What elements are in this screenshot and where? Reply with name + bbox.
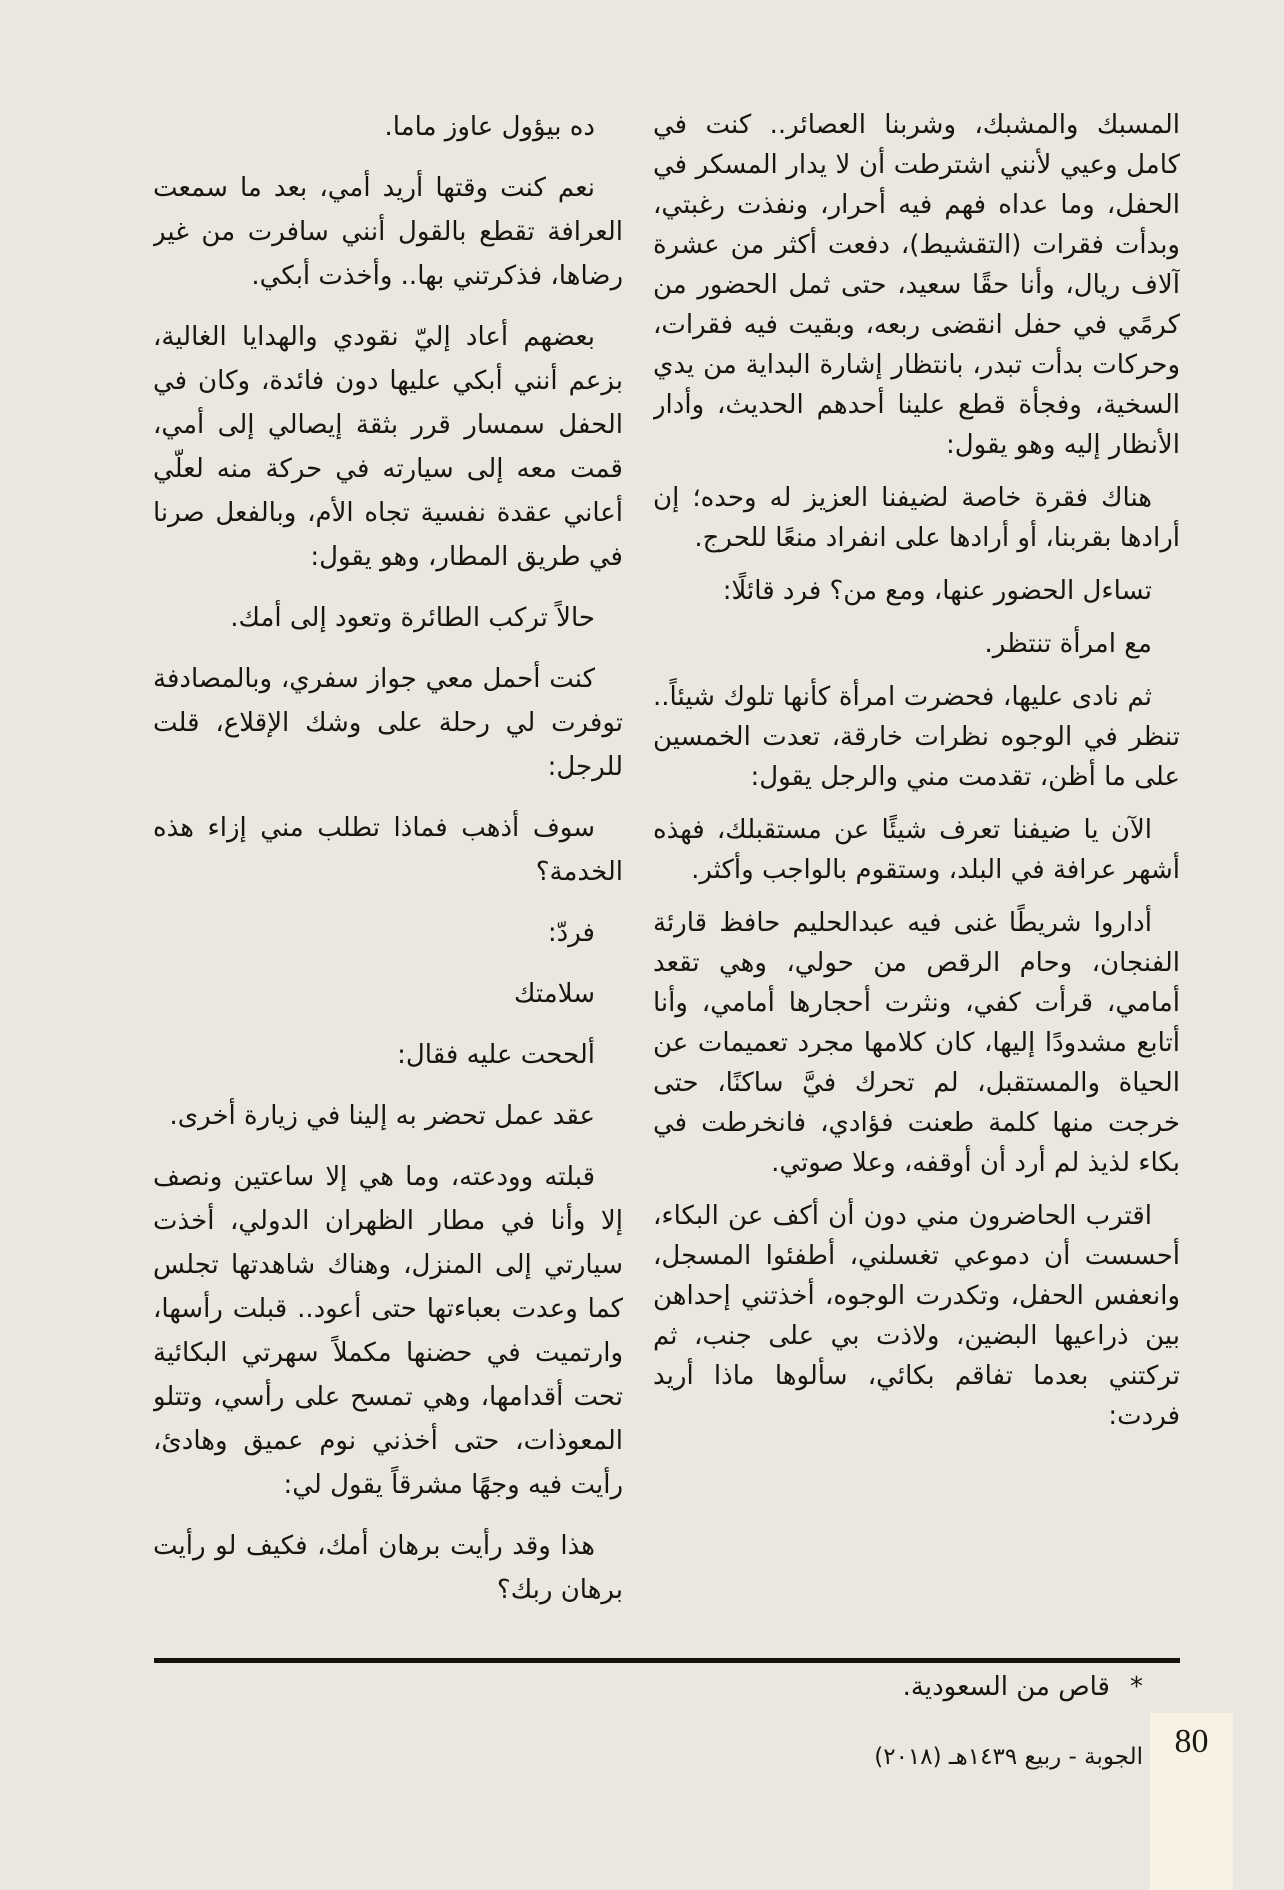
footnote xyxy=(903,1672,1143,1702)
text-column-right xyxy=(653,105,1180,1655)
paragraph: بعضهم أعاد إليّ نقودي والهدايا الغالية، بزعم أنني أبكي عليها دون فائدة، وكان في الحفل سمسار قرر بثقة إيصالي إلى أمي، قمت معه إلى سيارته في حركة منه لعلّي أعاني عقدة نفسية تجاه الأم، وبالفعل صرنا في طريق المطار، وهو يقول: xyxy=(153,322,623,572)
page-number-badge xyxy=(1150,1713,1233,1890)
paragraph: عقد عمل تحضر به إلينا في زيارة أخرى. xyxy=(169,1101,595,1131)
paragraph: ده بيؤول عاوز ماما. xyxy=(384,112,595,142)
footnote-separator xyxy=(154,1658,1180,1663)
paragraph: الآن يا ضيفنا تعرف شيئًا عن مستقبلك، فهذه أشهر عرافة في البلد، وستقوم بالواجب وأكثر. xyxy=(653,815,1180,885)
footnote-marker: * xyxy=(1130,1672,1143,1702)
paragraph: اقترب الحاضرون مني دون أن أكف عن البكاء، أحسست أن دموعي تغسلني، أطفئوا المسجل، وانعفس الحفل، وتكدرت الوجوه، أخذتني إحداهن بين ذراعيها البضين، ولاذت بي على جنب، ثم تركتني بعدما تفاقم بكائي، سألوها ماذا أريد فردت: xyxy=(653,1201,1180,1431)
paragraph: هذا وقد رأيت برهان أمك، فكيف لو رأيت برهان ربك؟ xyxy=(153,1531,623,1605)
journal-footer: الجوبة - ربيع ١٤٣٩هـ (٢٠١٨) xyxy=(874,1744,1143,1770)
paragraph: أداروا شريطًا غنى فيه عبدالحليم حافظ قارئة الفنجان، وحام الرقص من حولي، وهي تقعد أمامي، قرأت كفي، ونثرت أحجارها أمامي، وأنا أتابع مشدودًا إليها، كان كلامها مجرد تعميمات عن الحياة والمستقبل، لم تحرك فيَّ ساكنًا، حتى خرجت منها كلمة طعنت فؤادي، فانخرطت في بكاء لذيذ لم أرد أن أوقفه، وعلا صوتي. xyxy=(653,908,1180,1178)
paragraph: كنت أحمل معي جواز سفري، وبالمصادفة توفرت لي رحلة على وشك الإقلاع، قلت للرجل: xyxy=(153,664,623,782)
page-number: 80 xyxy=(1174,1723,1209,1760)
paragraph: تساءل الحضور عنها، ومع من؟ فرد قائلًا: xyxy=(722,576,1152,606)
paragraph: المسبك والمشبك، وشربنا العصائر.. كنت في كامل وعيي لأنني اشترطت أن لا يدار المسكر في الحفل، وما عداه فهم فيه أحرار، ونفذت رغبتي، وبدأت فقرات (التقشيط)، دفعت أكثر من عشرة آلاف ريال، وأنا حقًا سعيد، حتى ثمل الحضور من كرمًي في حفل انقضى ربعه، وبقيت فيه فقرات، وحركات بدأت تبدر، بانتظار إشارة البداية من يدي السخية، وفجأة قطع علينا أحدهم الحديث، وأدار الأنظار إليه وهو يقول: xyxy=(653,110,1180,460)
paragraph: فردّ: xyxy=(547,918,595,948)
footnote-text: قاص من السعودية. xyxy=(902,1672,1110,1702)
paragraph: سلامتك xyxy=(514,979,595,1009)
paragraph: مع امرأة تنتظر. xyxy=(984,629,1152,659)
paragraph: هناك فقرة خاصة لضيفنا العزيز له وحده؛ إن أرادها بقربنا، أو أرادها على انفراد منعًا للحرج. xyxy=(653,483,1180,553)
paragraph: ثم نادى عليها، فحضرت امرأة كأنها تلوك شيئاً.. تنظر في الوجوه نظرات خارقة، تعدت الخمسين على ما أظن، تقدمت مني والرجل يقول: xyxy=(653,682,1180,792)
paragraph: قبلته وودعته، وما هي إلا ساعتين ونصف إلا وأنا في مطار الظهران الدولي، أخذت سيارتي إلى المنزل، وهناك شاهدتها تجلس كما وعدت بعباءتها حتى أعود.. قبلت رأسها، وارتميت في حضنها مكملاً سهرتي البكائية تحت أقدامها، وهي تمسح على رأسي، وتتلو المعوذات، حتى أخذني نوم عميق وهادئ، رأيت فيه وجهًا مشرقاً يقول لي: xyxy=(153,1162,623,1500)
paragraph: حالاً تركب الطائرة وتعود إلى أمك. xyxy=(230,603,595,633)
paragraph: ألححت عليه فقال: xyxy=(397,1040,595,1070)
text-column-left xyxy=(153,105,623,1645)
paragraph: نعم كنت وقتها أريد أمي، بعد ما سمعت العرافة تقطع بالقول أنني سافرت من غير رضاها، فذكرتني بها.. وأخذت أبكي. xyxy=(153,173,623,291)
paragraph: سوف أذهب فماذا تطلب مني إزاء هذه الخدمة؟ xyxy=(153,813,623,887)
